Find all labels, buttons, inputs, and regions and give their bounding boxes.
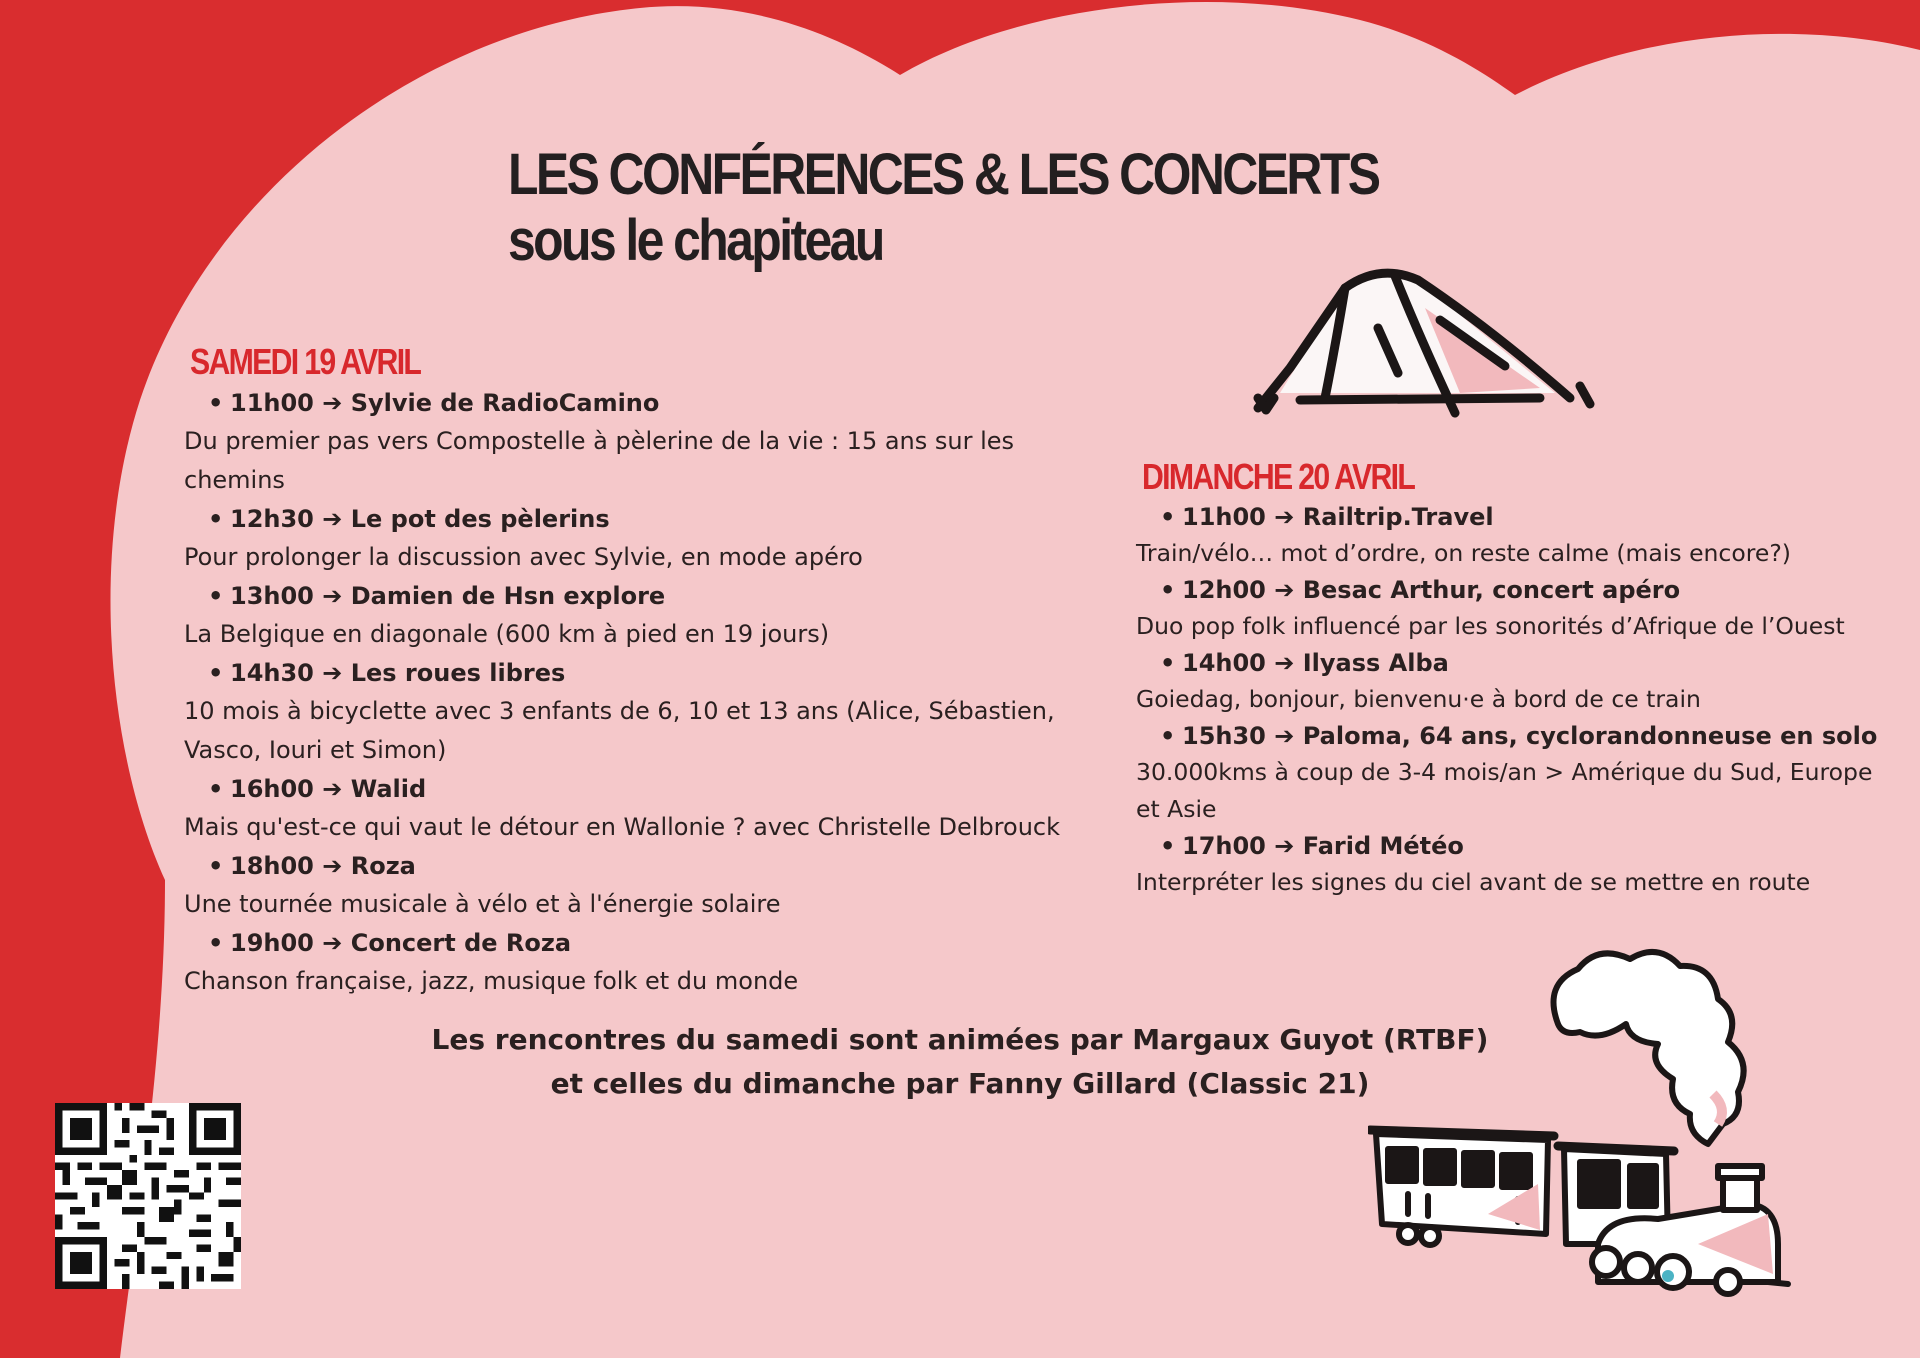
event-description: Interpréter les signes du ciel avant de se mettre en route — [1136, 868, 1811, 896]
event-time: 14h30 — [230, 659, 314, 687]
arrow-icon: ➔ — [1274, 649, 1295, 677]
event-description: Goiedag, bonjour, bienvenu·e à bord de ce train — [1136, 685, 1701, 713]
event-description: Chanson française, jazz, musique folk et du monde — [184, 967, 799, 995]
event-time: 18h00 — [230, 852, 314, 880]
arrow-icon: ➔ — [322, 929, 343, 957]
event-name: Ilyass Alba — [1302, 649, 1449, 677]
event-name: Les roues libres — [350, 659, 566, 687]
event-title: • 12h30 ➔ Le pot des pèlerins — [208, 505, 610, 533]
event-title: • 15h30 ➔ Paloma, 64 ans, cyclorandonneuse en solo — [1160, 722, 1878, 750]
event-description: Une tournée musicale à vélo et à l'énergie solaire — [184, 890, 781, 918]
event-item — [184, 654, 1114, 770]
event-item — [184, 924, 1114, 1001]
saturday-heading: SAMEDI 19 AVRIL — [190, 341, 421, 382]
event-item — [1136, 645, 1896, 718]
steam-cloud-icon — [1554, 952, 1744, 1144]
event-description: Train/vélo… mot d’ordre, on reste calme (mais encore?) — [1136, 539, 1791, 567]
arrow-icon: ➔ — [1274, 832, 1295, 860]
saturday-schedule — [184, 340, 1114, 1001]
event-title: • 13h00 ➔ Damien de Hsn explore — [208, 582, 666, 610]
event-name: Le pot des pèlerins — [350, 505, 610, 533]
event-time: 11h00 — [1182, 503, 1266, 531]
event-title: • 11h00 ➔ Railtrip.Travel — [1160, 503, 1494, 531]
event-time: 17h00 — [1182, 832, 1266, 860]
event-item — [1136, 718, 1896, 828]
event-name: Farid Météo — [1302, 832, 1464, 860]
event-title: • 17h00 ➔ Farid Météo — [1160, 832, 1464, 860]
event-time: 11h00 — [230, 389, 314, 417]
event-name: Concert de Roza — [350, 929, 572, 957]
event-title: • 16h00 ➔ Walid — [208, 775, 427, 803]
event-item — [184, 577, 1114, 654]
tent-icon — [1240, 258, 1602, 426]
arrow-icon: ➔ — [322, 659, 343, 687]
moderators-line-1: Les rencontres du samedi sont animées par Margaux Guyot (RTBF) — [431, 1023, 1489, 1056]
event-time: 12h00 — [1182, 576, 1266, 604]
event-title: • 14h30 ➔ Les roues libres — [208, 659, 566, 687]
event-name: Roza — [350, 852, 416, 880]
event-title: • 12h00 ➔ Besac Arthur, concert apéro — [1160, 576, 1681, 604]
title-line-1: LES CONFÉRENCES & LES CONCERTS — [508, 142, 1379, 207]
event-item — [184, 770, 1114, 847]
event-time: 19h00 — [230, 929, 314, 957]
event-name: Besac Arthur, concert apéro — [1302, 576, 1681, 604]
arrow-icon: ➔ — [322, 852, 343, 880]
arrow-icon: ➔ — [322, 775, 343, 803]
event-item — [184, 500, 1114, 577]
moderators-note — [380, 1018, 1540, 1106]
event-description: Pour prolonger la discussion avec Sylvie, en mode apéro — [184, 543, 863, 571]
arrow-icon: ➔ — [322, 389, 343, 417]
event-time: 12h30 — [230, 505, 314, 533]
event-description: 30.000kms à coup de 3-4 mois/an > Amérique du Sud, Europe et Asie — [1136, 758, 1873, 823]
event-name: Sylvie de RadioCamino — [350, 389, 660, 417]
title-line-2: sous le chapiteau — [508, 208, 883, 273]
event-time: 15h30 — [1182, 722, 1266, 750]
event-time: 14h00 — [1182, 649, 1266, 677]
arrow-icon: ➔ — [1274, 722, 1295, 750]
event-title: • 19h00 ➔ Concert de Roza — [208, 929, 572, 957]
moderators-line-2: et celles du dimanche par Fanny Gillard (Classic 21) — [550, 1067, 1370, 1100]
event-item — [1136, 572, 1896, 645]
event-item — [184, 384, 1114, 500]
event-name: Railtrip.Travel — [1302, 503, 1494, 531]
event-item — [1136, 828, 1896, 901]
event-name: Paloma, 64 ans, cyclorandonneuse en solo — [1302, 722, 1878, 750]
arrow-icon: ➔ — [322, 582, 343, 610]
qr-code-icon[interactable] — [55, 1103, 241, 1289]
event-description: Duo pop folk influencé par les sonorités d’Afrique de l’Ouest — [1136, 612, 1845, 640]
event-title: • 18h00 ➔ Roza — [208, 852, 416, 880]
event-description: 10 mois à bicyclette avec 3 enfants de 6, 10 et 13 ans (Alice, Sébastien, Vasco, Iouri et Simon) — [184, 697, 1055, 764]
event-name: Walid — [350, 775, 427, 803]
page-title — [508, 142, 1378, 274]
event-item — [184, 847, 1114, 924]
arrow-icon: ➔ — [1274, 576, 1295, 604]
event-title: • 14h00 ➔ Ilyass Alba — [1160, 649, 1449, 677]
event-time: 16h00 — [230, 775, 314, 803]
event-description: Du premier pas vers Compostelle à pèlerine de la vie : 15 ans sur les chemins — [184, 427, 1015, 494]
event-time: 13h00 — [230, 582, 314, 610]
event-description: La Belgique en diagonale (600 km à pied en 19 jours) — [184, 620, 830, 648]
event-item — [1136, 499, 1896, 572]
event-description: Mais qu'est-ce qui vaut le détour en Wallonie ? avec Christelle Delbrouck — [184, 813, 1061, 841]
sunday-schedule — [1136, 455, 1896, 901]
event-name: Damien de Hsn explore — [350, 582, 666, 610]
arrow-icon: ➔ — [322, 505, 343, 533]
arrow-icon: ➔ — [1274, 503, 1295, 531]
event-title: • 11h00 ➔ Sylvie de RadioCamino — [208, 389, 660, 417]
sunday-heading: DIMANCHE 20 AVRIL — [1142, 456, 1415, 497]
train-icon — [1368, 944, 1798, 1300]
